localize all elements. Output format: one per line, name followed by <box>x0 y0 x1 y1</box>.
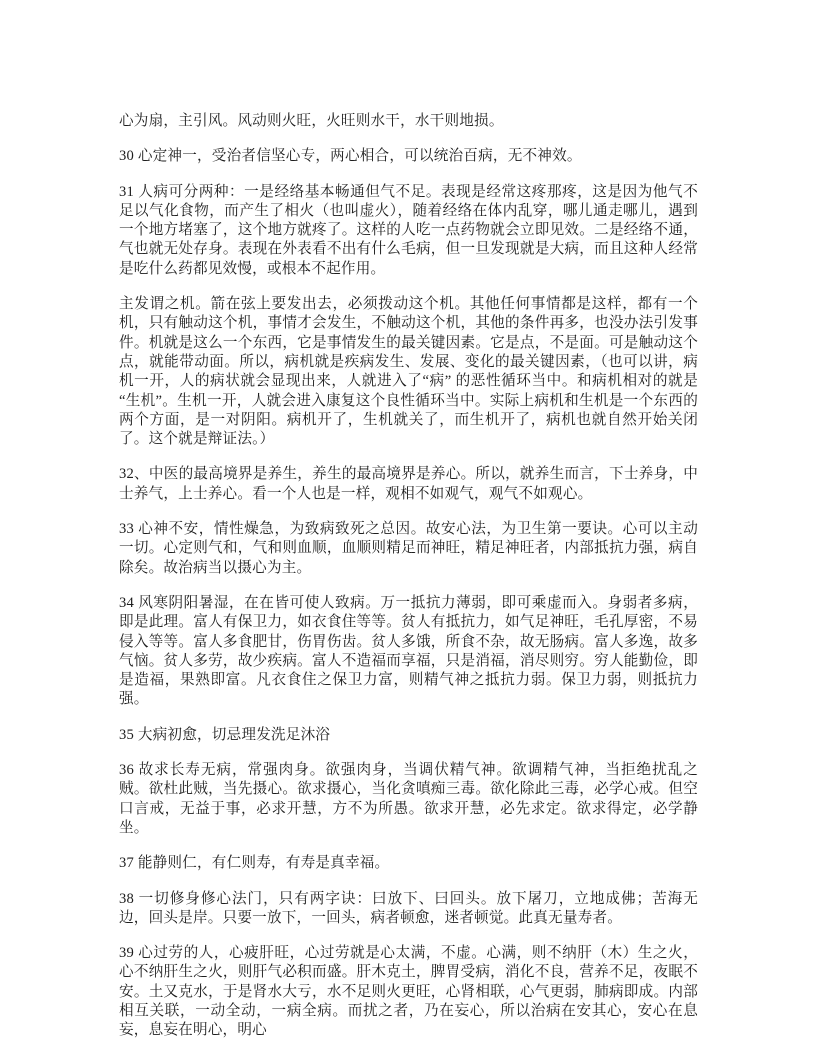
paragraph-30: 30 心定神一，受治者信坚心专，两心相合，可以统治百病，无不神效。 <box>119 148 582 165</box>
paragraph-31: 31 人病可分两种：一是经络基本畅通但气不足。表现是经常这疼那疼，这是因为他气不足以气化食物，而产生了相火（也叫虚火），随着经络在体内乱穿，哪儿通走哪儿，遇到一个地方堵塞了，这个地方就疼了。这样的人吃一点药物就会立即见效。二是经络不通，气也就无处存身。表现在外表看不出有什么毛病，但一旦发现就是大病，而且这种人经常是吃什么药都见效慢，或根本不起作用。 <box>119 183 698 277</box>
paragraph-34: 34 风寒阴阳暑湿，在在皆可使人致病。万一抵抗力薄弱，即可乘虚而入。身弱者多病，即是此理。富人有保卫力，如衣食住等等。贫人有抵抗力，如气足神旺，毛孔厚密，不易侵入等等。富人多食肥甘，伤胃伤齿。贫人多饿，所食不杂，故无肠病。富人多逸，故多气恼。贫人多劳，故少疾病。富人不造福而享福，只是消福，消尽则穷。穷人能勤俭，即是造福，果熟即富。凡衣食住之保卫力富，则精气神之抵抗力弱。保卫力弱，则抵抗力强。 <box>119 594 698 708</box>
paragraph-37: 37 能静则仁，有仁则寿，有寿是真幸福。 <box>119 855 390 872</box>
paragraph-intro-continuation: 心为扇，主引风。风动则火旺，火旺则水干，水干则地损。 <box>119 113 504 129</box>
paragraph-bingji-note: 主发谓之机。箭在弦上要发出去，必须拨动这个机。其他任何事情都是这样，都有一个机，只有触动这个机，事情才会发生，不触动这个机，其他的条件再多，也没办法引发事件。机就是这么一个东西，它是事情发生的最关键因素。它是点，不是面。可是触动这个点，就能带动面。所以，病机就是疾病发生、发展、变化的最关键因素，（也可以讲，病机一开，人的病状就会显现出来，人就进入了“病” 的恶性循环当中。和病机相对的就是“生机”。生机一开，人就会进入康复这个良性循环当中。实际上病机和生机是一个东西的两个方面，是一对阴阳。病机开了，生机就关了，而生机开了，病机也就自然开始关闭了。这个就是辩证法。） <box>119 296 698 448</box>
document-body <box>119 112 698 1041</box>
paragraph-36: 36 故求长寿无病，常强肉身。欲强肉身，当调伏精气神。欲调精气神，当拒绝扰乱之贼。欲杜此贼，当先摄心。欲求摄心，当化贪嗔痴三毒。欲化除此三毒，必学心戒。但空口言戒，无益于事，必求开慧，方不为所愚。欲求开慧，必先求定。欲求得定，必学静坐。 <box>119 762 698 836</box>
paragraph-33: 33 心神不安，情性燥急，为致病致死之总因。故安心法，为卫生第一要诀。心可以主动一切。心定则气和，气和则血顺，血顺则精足而神旺，精足神旺者，内部抵抗力强，病自除矣。故治病当以摄心为主。 <box>119 521 698 576</box>
paragraph-39: 39 心过劳的人，心疲肝旺，心过劳就是心太满，不虚。心满，则不纳肝（木）生之火，心不纳肝生之火，则肝气必积而盛。肝木克土，脾胃受病，消化不良，营养不足，夜眠不安。土又克水，于是肾水大亏，水不足则火更旺，心肾相联，心气更弱，肺病即成。内部相互关联，一动全动，一病全病。而扰之者，乃在妄心，所以治病在安其心，安心在息妄，息妄在明心，明心 <box>119 945 698 1039</box>
paragraph-32: 32、中医的最高境界是养生，养生的最高境界是养心。所以，就养生而言，下士养身，中士养气，上士养心。看一个人也是一样，观相不如观气，观气不如观心。 <box>119 466 698 502</box>
paragraph-38: 38 一切修身修心法门，只有两字诀：曰放下、曰回头。放下屠刀，立地成佛；苦海无边，回头是岸。只要一放下，一回头，病者顿愈，迷者顿觉。此真无量寿者。 <box>119 890 698 926</box>
paragraph-35: 35 大病初愈，切忌理发洗足沐浴 <box>119 726 331 743</box>
